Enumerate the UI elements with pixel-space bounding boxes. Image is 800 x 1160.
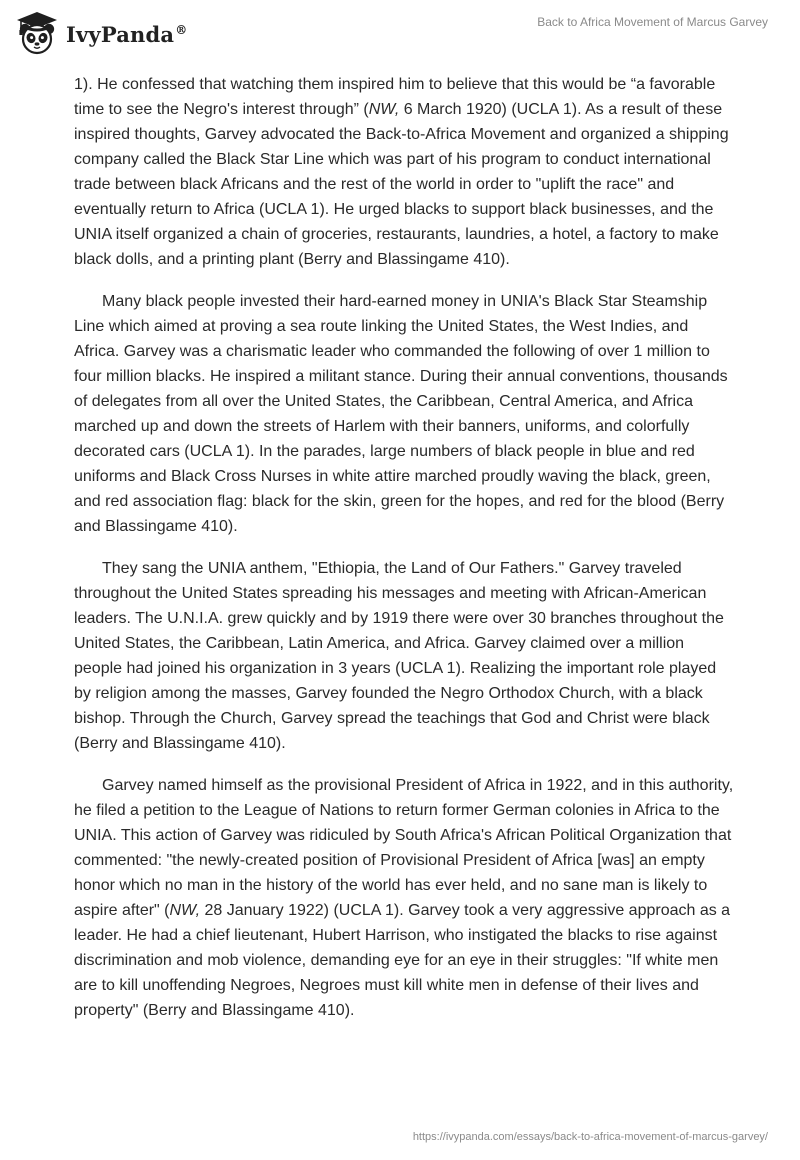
essay-paragraph: [74, 289, 734, 539]
ivypanda-logo[interactable]: [14, 10, 187, 56]
panda-graduate-icon: [14, 10, 60, 56]
paragraph-text: They sang the UNIA anthem, "Ethiopia, the Land of Our Fathers." Garvey traveled throughout the United States spreading his messages and meeting with African-American leaders. The U.N.I.A. grew quickly and by 1919 there were over 30 branches throughout the United States, the Caribbean, Latin America, and Africa. Garvey claimed over a million people had joined his organization in 3 years (UCLA 1). Realizing the important role played by religion among the masses, Garvey founded the Negro Orthodox Church, with a black bishop. Through the Church, Garvey spread the teachings that God and Christ were black (Berry and Blassingame 410).: [74, 560, 724, 752]
essay-paragraph: [74, 556, 734, 756]
page-header: [0, 0, 800, 64]
italic-citation: NW,: [169, 902, 201, 919]
italic-citation: NW,: [368, 101, 400, 118]
paragraph-text: 6 March 1920) (UCLA 1). As a result of these inspired thoughts, Garvey advocated the Back-to-Africa Movement and organized a shipping company called the Black Star Line which was part of his program to conduct international trade between black Africans and the rest of the world in order to "uplift the race" and eventually return to Africa (UCLA 1). He urged blacks to support black businesses, and the UNIA itself organized a chain of groceries, restaurants, laundries, a hotel, a factory to make black dolls, and a printing plant (Berry and Blassingame 410).: [74, 101, 729, 268]
page-url[interactable]: https://ivypanda.com/essays/back-to-africa-movement-of-marcus-garvey/: [412, 1131, 768, 1143]
essay-body: [74, 72, 734, 1040]
paragraph-text: Many black people invested their hard-earned money in UNIA's Black Star Steamship Line which aimed at proving a sea route linking the United States, the West Indies, and Africa. Garvey was a charismatic leader who commanded the following of over 1 million to four million blacks. He inspired a militant stance. During their annual conventions, thousands of delegates from all over the United States, the Caribbean, Central America, and Africa marched up and down the streets of Harlem with their banners, uniforms, and colorfully decorated cars (UCLA 1). In the parades, large numbers of black people in blue and red uniforms and Black Cross Nurses in white attire marched proudly waving the black, green, and red association flag: black for the skin, green for the hopes, and red for the blood (Berry and Blassingame 410).: [74, 293, 728, 535]
essay-paragraph: [74, 72, 734, 272]
paragraph-text: Garvey named himself as the provisional President of Africa in 1922, and in this authority, he filed a petition to the League of Nations to return former German colonies in Africa to the UNIA. This action of Garvey was ridiculed by South Africa's African Political Organization that commented: "the newly-created position of Provisional President of Africa [was] an empty honor which no man in the history of the world has ever held, and no sane man is likely to aspire after" (: [74, 777, 734, 919]
logo-wordmark: IvyPanda®: [66, 21, 188, 47]
registered-mark: ®: [175, 22, 188, 37]
paragraph-text: 1). He confessed that watching them inspired him to believe that this would be “a favorable time to see the Negro's interest through” (: [74, 76, 716, 118]
document-title: Back to Africa Movement of Marcus Garvey: [537, 15, 768, 29]
paragraph-text: 28 January 1922) (UCLA 1). Garvey took a very aggressive approach as a leader. He had a chief lieutenant, Hubert Harrison, who instigated the blacks to rise against discrimination and mob violence, demanding eye for an eye in their struggles: "If white men are to kill unoffending Negroes, Negroes must kill white men in defense of their lives and property" (Berry and Blassingame 410).: [74, 902, 731, 1019]
essay-paragraph: [74, 773, 734, 1023]
